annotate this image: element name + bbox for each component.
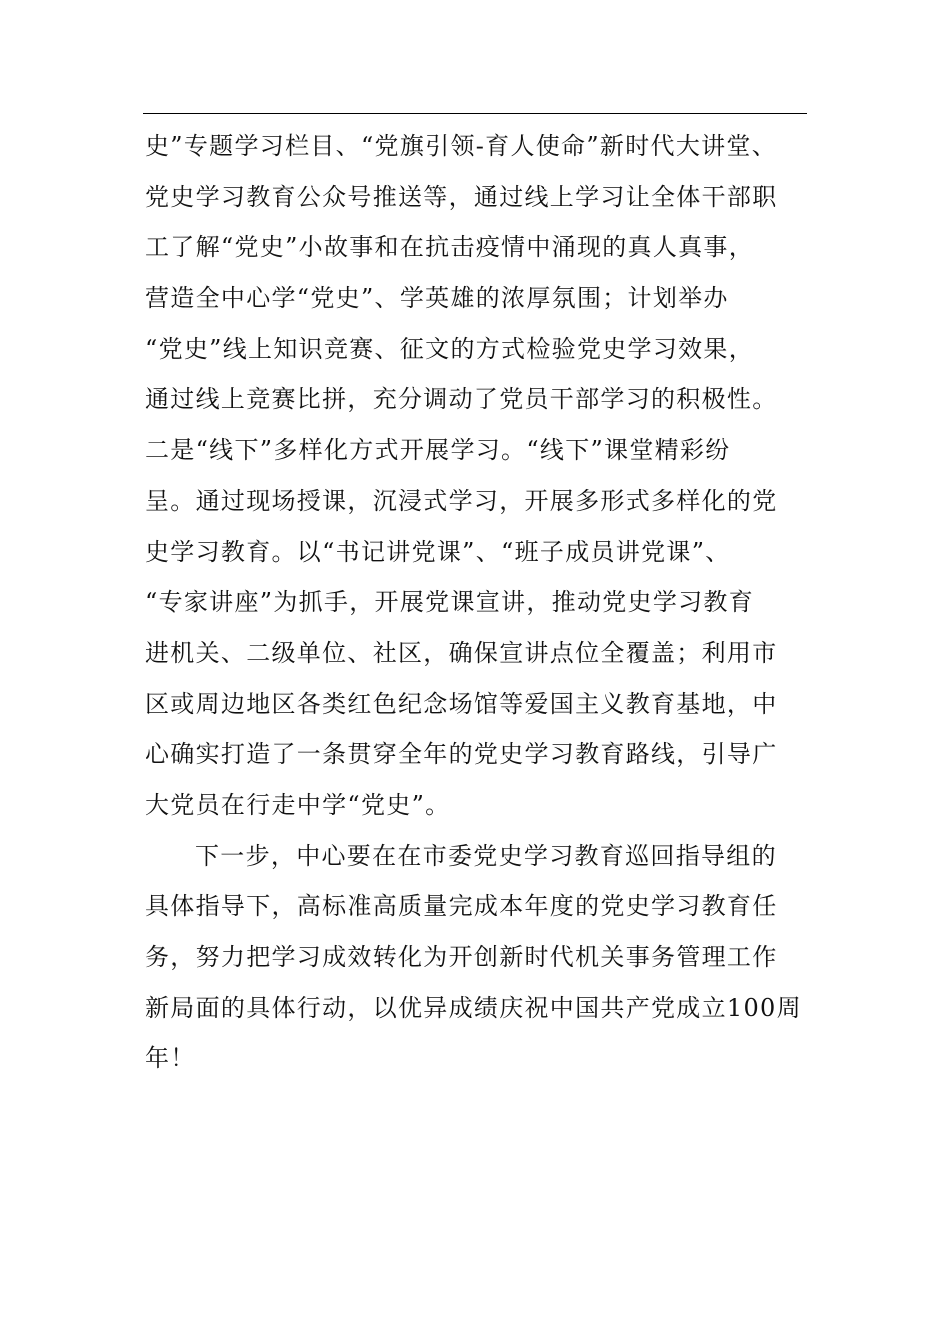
- text-line: 新局面的具体行动，以优异成绩庆祝中国共产党成立100周: [145, 993, 802, 1022]
- document-body: [145, 121, 809, 1084]
- text-line: 史”专题学习栏目、“党旗引领-育人使命”新时代大讲堂、: [145, 132, 778, 160]
- text-line: 党史学习教育公众号推送等，通过线上学习让全体干部职: [145, 182, 778, 211]
- text-line: 心确实打造了一条贯穿全年的党史学习教育路线，引导广: [145, 740, 778, 769]
- text-line: 史学习教育。以“书记讲党课”、“班子成员讲党课”、: [145, 537, 731, 566]
- text-line: 营造全中心学“党史”、学英雄的浓厚氛围；计划举办: [145, 284, 729, 313]
- text-line: 呈。通过现场授课，沉浸式学习，开展多形式多样化的党: [145, 486, 778, 515]
- text-line: 年！: [145, 1044, 196, 1073]
- paragraph-1: [145, 121, 809, 831]
- text-line: “专家讲座”为抓手，开展党课宣讲，推动党史学习教育: [145, 588, 755, 617]
- text-line: 二是“线下”多样化方式开展学习。“线下”课堂精彩纷: [145, 436, 731, 465]
- text-line: 进机关、二级单位、社区，确保宣讲点位全覆盖；利用市: [145, 638, 778, 667]
- text-line: 工了解“党史”小故事和在抗击疫情中涌现的真人真事，: [145, 233, 755, 262]
- text-line: 区或周边地区各类红色纪念场馆等爱国主义教育基地，中: [145, 689, 778, 718]
- text-line: 下一步，中心要在在市委党史学习教育巡回指导组的: [195, 841, 777, 870]
- text-line: 通过线上竞赛比拼，充分调动了党员干部学习的积极性。: [145, 385, 778, 414]
- text-line: “党史”线上知识竞赛、征文的方式检验党史学习效果，: [145, 334, 755, 363]
- paragraph-2: [145, 831, 809, 1084]
- text-line: 务，努力把学习成效转化为开创新时代机关事务管理工作: [145, 943, 778, 971]
- header-rule: [143, 113, 807, 114]
- text-line: 大党员在行走中学“党史”。: [145, 790, 451, 819]
- text-line: 具体指导下，高标准高质量完成本年度的党史学习教育任: [145, 892, 778, 921]
